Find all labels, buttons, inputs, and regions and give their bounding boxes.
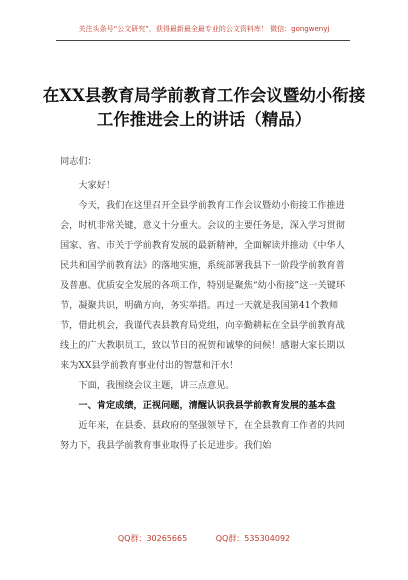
- salutation: 同志们：: [60, 156, 97, 167]
- header-banner: 关注头条号“公文研究”，获得最新最全最专业的公文资料库！ 微信：gongwenyj: [78, 25, 330, 33]
- paragraph-opening: 今天，我们在这里召开全县学前教育工作会议暨幼小衔接工作推进会，时机非常关键，意义十分重大。会议的主要任务是，深入学习贯彻国家、省、市关于学前教育发展的最新精神，全面解读并推动《中华人民共和国学前教育法》的落地实施，系统部署我县下一阶段学前教育普及普惠、优质安全发展的各项工作，特别是聚焦“幼小衔接”这一关键环节，凝聚共识，明确方向，务实举措。再过一天就是我国第41个教师节，借此机会，我谨代表县教育局党组，向辛勤耕耘在全县学前教育战线上的广大教职员工，致以节日的祝贺和诚挚的问候！感谢大家长期以来为XX县学前教育事业付出的智慧和汗水！: [60, 200, 346, 371]
- footer-qq-group-1: QQ群：30265665: [117, 534, 188, 543]
- footer: [0, 533, 408, 544]
- paragraph-transition: 下面，我围绕会议主题，讲三点意见。: [78, 380, 235, 391]
- section-heading: 一、肯定成绩，正视问题，清醒认识我县学前教育发展的基本盘: [78, 400, 336, 411]
- paragraph-section-one: 近年来，在县委、县政府的坚强领导下，在全县教育工作者的共同努力下，我县学前教育事业取得了长足进步。我们始: [60, 420, 345, 451]
- header-divider: [56, 40, 350, 41]
- document-title: 在XX县教育局学前教育工作会议暨幼小衔接工作推进会上的讲话（精品）: [42, 86, 366, 129]
- document-body: [60, 152, 352, 456]
- footer-qq-group-2: QQ群：535304092: [215, 534, 291, 543]
- greeting: 大家好！: [78, 180, 116, 191]
